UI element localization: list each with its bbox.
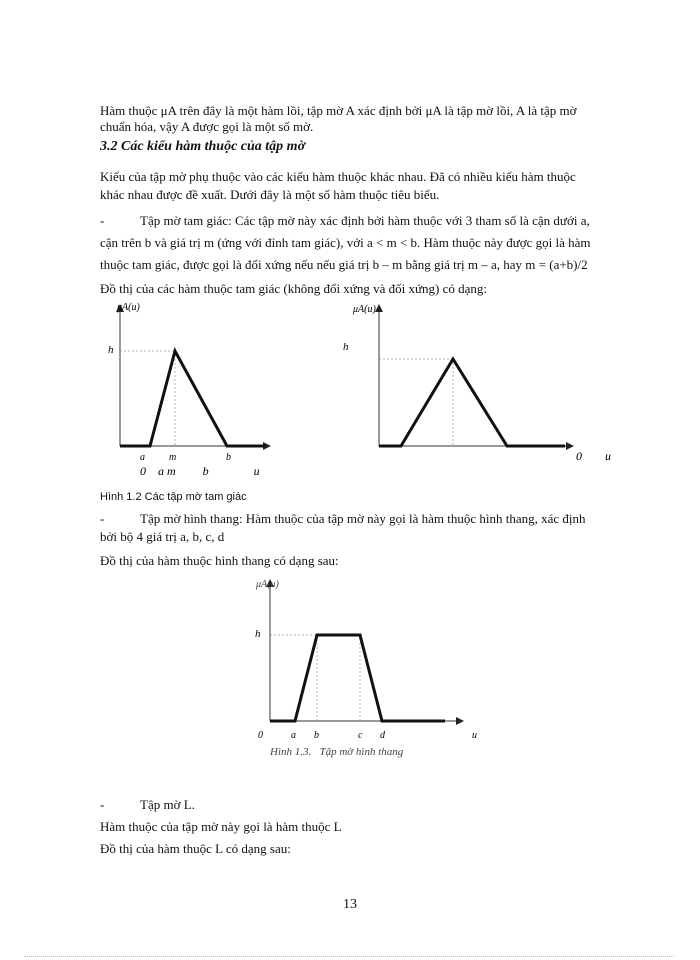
h-label: h (108, 344, 114, 356)
tick-c: c (358, 730, 363, 741)
tick-a: a (140, 452, 145, 463)
trapezoid-figure (250, 575, 490, 760)
tick-m: m (169, 452, 177, 463)
text-line: Đồ thị của hàm thuộc hình thang có dạng sau: (100, 553, 339, 568)
text-line: thuộc tam giác, được gọi là đối xứng nếu nếu giá trị b – m bằng giá trị m – a, hay m = (a+b)/2 (100, 257, 588, 272)
text-line: chuẩn hóa, vậy A được gọi là một số mờ. (100, 119, 314, 134)
text-line: Tập mờ L. (140, 797, 195, 812)
asymmetric-triangle-chart (108, 302, 267, 478)
membership-curve (270, 635, 445, 721)
text-line: Hàm thuộc của tập mờ này gọi là hàm thuộc L (100, 819, 342, 834)
tick-a: a (291, 730, 296, 741)
text-line: Đồ thị của hàm thuộc L có dạng sau: (100, 841, 291, 856)
page-number: 13 (343, 897, 357, 912)
bullet-dash: - (100, 797, 105, 812)
h-label: h (255, 628, 261, 640)
y-axis-label: μA(u) (256, 579, 279, 590)
u-label: u (605, 449, 611, 463)
y-axis-label: μA(u) (353, 304, 376, 315)
bullet-dash: - (100, 213, 105, 228)
page-bottom-rule (24, 956, 674, 957)
trapezoid-chart (255, 579, 477, 758)
text-line: Tập mờ hình thang: Hàm thuộc của tập mờ này gọi là hàm thuộc hình thang, xác định (140, 511, 586, 526)
triangle-figures (95, 298, 640, 480)
figure-caption: Hình 1.2 Các tập mờ tam giác (100, 491, 247, 503)
section-heading: 3.2 Các kiểu hàm thuộc của tập mờ (100, 139, 306, 154)
membership-curve (120, 351, 265, 446)
y-axis-label: μA(u) (117, 302, 140, 313)
tick-b: b (314, 730, 319, 741)
bullet-dash: - (100, 511, 105, 526)
text-line: Đồ thị của các hàm thuộc tam giác (không đối xứng và đối xứng) có dạng: (100, 281, 488, 296)
text-line: bởi bộ 4 giá trị a, b, c, d (100, 529, 225, 544)
text-line: cận trên b và giá trị m (ứng với đỉnh tam giác), với a < m < b. Hàm thuộc này được gọi là hàm (100, 235, 591, 250)
tick-d: d (380, 730, 385, 741)
figure-caption: Hình 1.3. Tập mờ hình thang (270, 746, 404, 758)
text-line: Kiểu của tập mờ phụ thuộc vào các kiểu hàm thuộc khác nhau. Đã có nhiều kiểu hàm thuộc (100, 169, 576, 184)
axis-value-line: 0 a m b u (140, 464, 260, 478)
h-label: h (343, 341, 349, 353)
membership-curve (379, 359, 565, 446)
symmetric-triangle-chart (343, 304, 611, 463)
text-line: Hàm thuộc μA trên đây là một hàm lồi, tập mờ A xác định bởi μA là tập mờ lồi, A là tập mờ (100, 103, 577, 118)
text-line: Tập mờ tam giác: Các tập mờ này xác định bởi hàm thuộc với 3 tham số là cận dưới a, (140, 213, 590, 228)
tick-zero: 0 (258, 730, 263, 741)
zero-label: 0 (576, 449, 582, 463)
u-label: u (472, 730, 477, 741)
tick-b: b (226, 452, 231, 463)
text-line: khác nhau được đề xuất. Dưới đây là một số hàm thuộc tiêu biểu. (100, 187, 440, 202)
